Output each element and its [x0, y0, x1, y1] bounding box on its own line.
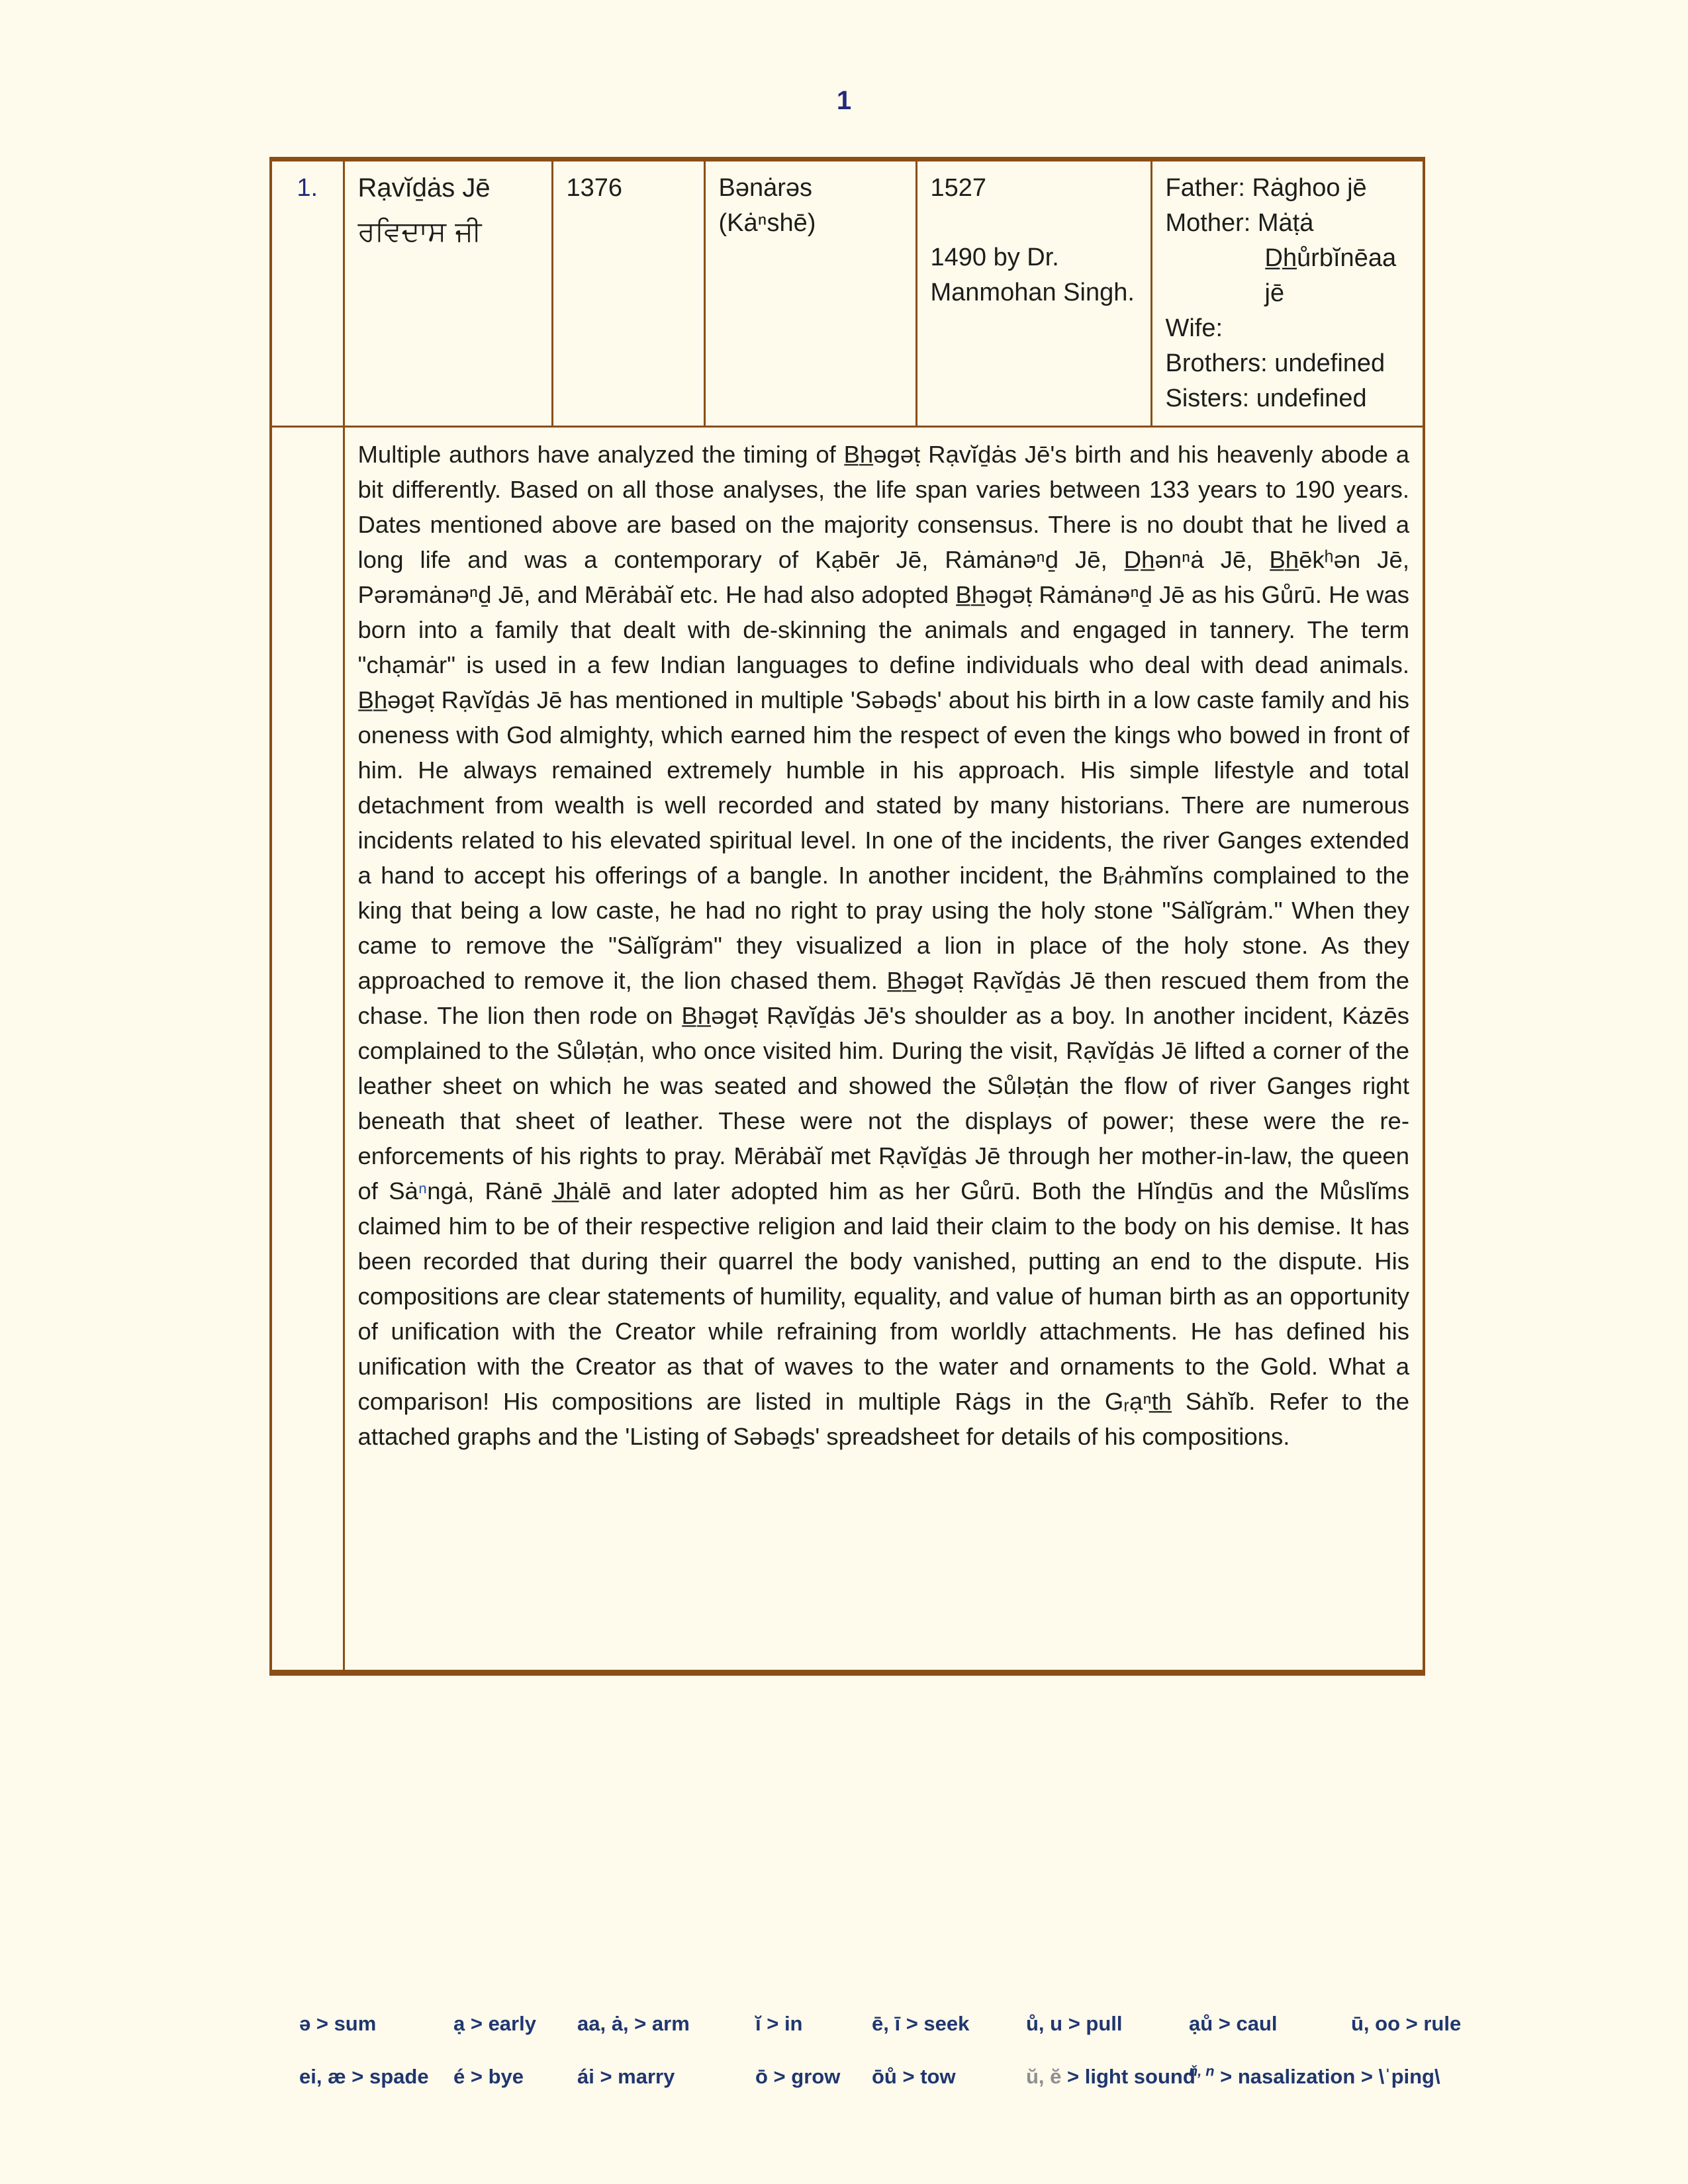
name-cell [344, 159, 552, 427]
pronunciation-legend [299, 2012, 1462, 2118]
info-table [269, 157, 1425, 1676]
legend-row-2 [299, 2062, 1440, 2089]
family-mother-cont: D̲h̲ůrbĭnēaa [1264, 244, 1397, 272]
row-number-gutter [271, 427, 344, 1673]
row-number: 1. [297, 174, 318, 202]
legend-item [299, 2012, 453, 2036]
death-alt-date: 1490 by Dr. Manmohan Singh. [930, 244, 1135, 306]
text-segment: > nasalization > \ˈping\ [1214, 2065, 1440, 2088]
birth-place-line1: Bənȧrəs [718, 174, 813, 202]
text-segment: ū, oo > rule [1351, 2012, 1462, 2035]
family-sisters: Sisters: undefined [1165, 385, 1367, 412]
name-latin: Rạvĭḏȧs Jē [357, 173, 491, 203]
text-segment: > light sound [1061, 2065, 1196, 2088]
text-segment-blue: ⁿ [418, 1177, 428, 1205]
text-segment: ə > sum [299, 2012, 377, 2035]
birth-place-line2: (Kȧⁿshē) [718, 209, 816, 237]
birth-place-cell [704, 159, 916, 427]
family-cell [1151, 159, 1424, 427]
legend-item [1026, 2065, 1196, 2089]
birth-year-cell [552, 159, 704, 427]
text-segment: ngȧ, Rȧnē J̲h̲ȧlē and later adopted him as her Gůrū. Both the Hĭnḏūs and the Můslĭms claimed him to be of their respective religion and laid their claim to the body on his demise. It has been recorded that during their quarrel the body vanished, putting an end to the dispute. His compositions are clear statements of humility, equality, and value of human birth as an opportunity of unification with the Creator while refraining from worldly attachments. He has defined his unification with the Creator as that of waves to the water and ornaments to the Gold. What a comparison! His compositions are listed in multiple Rȧgs in the Gᵣạⁿt̲h̲ Sȧhĭb. Refer to the attached graphs and the 'Listing of Səbəḏs' spreadsheet for details of his compositions. [357, 1177, 1409, 1450]
text-segment: ō > grow [755, 2065, 841, 2088]
text-segment: ōů > tow [872, 2065, 956, 2088]
legend-item [872, 2012, 1026, 2036]
death-cell [916, 159, 1151, 427]
family-mother: Mother: Mȧṭȧ [1165, 209, 1314, 237]
legend-item [577, 2012, 755, 2036]
name-gurmukhi: ਰਵਿਦਾਸ ਜੀ [357, 215, 482, 248]
legend-item [872, 2065, 1026, 2089]
text-segment-sup: ň, n [1189, 2062, 1215, 2079]
text-segment: Multiple authors have analyzed the timing of B̲h̲əgəṭ Rạvĭḏȧs Jē's birth and his heavenly abode a bit differently. Based on all those analyses, the life span varies between 133 years to 190 years. Dates mentioned above are based on the majority consensus. There is no doubt that he lived a long life and was a contemporary of Kạbēr Jē, Rȧmȧnəⁿḏ Jē, D̲h̲ənⁿȧ Jē, B̲h̲ēkʰən Jē, Pərəmȧnəⁿḏ Jē, and Mērȧbȧĭ etc. He had also adopted B̲h̲əgəṭ Rȧmȧnəⁿḏ Jē as his Gůrū. He was born into a family that dealt with de-skinning the animals and engaged in tannery. The term "chạmȧr" is used in a few Indian languages to define individuals who deal with dead animals. B̲h̲əgəṭ Rạvĭḏȧs Jē has mentioned in multiple 'Səbəḏs' about his birth in a low caste family and his oneness with God almighty, which earned him the respect of even the kings who bowed in front of him. He always remained extremely humble in his approach. His simple lifestyle and total detachment from wealth is well recorded and stated by many historians. There are numerous incidents related to his elevated spiritual level. In one of the incidents, the river Ganges extended a hand to accept his offerings of a bangle. In another incident, the Bᵣȧhmĭns complained to the king that being a low caste, he had no right to pray using the holy stone "Sȧlĭgrȧm." When they came to remove the "Sȧlĭgrȧm" they visualized a lion in place of the holy stone. As they approached to remove it, the lion chased them. B̲h̲əgəṭ Rạvĭḏȧs Jē then rescued them from the chase. The lion then rode on B̲h̲əgəṭ Rạvĭḏȧs Jē's shoulder as a boy. In another incident, Kȧzēs complained to the Sůləṭȧn, who once visited him. During the visit, Rạvĭḏȧs Jē lifted a corner of the leather sheet on which he was seated and showed the Sůləṭȧn the flow of river Ganges right beneath that sheet of leather. These were not the displays of power; these were the re-enforcements of his rights to pray. Mērȧbȧĭ met Rạvĭḏȧs Jē through her mother-in-law, the queen of Sȧ [357, 441, 1409, 1205]
legend-item [453, 2065, 577, 2089]
legend-item [755, 2065, 872, 2089]
legend-item [577, 2065, 755, 2089]
legend-item [1189, 2012, 1351, 2036]
text-segment: é > bye [453, 2065, 524, 2088]
legend-item [1189, 2062, 1440, 2089]
family-wife: Wife: [1165, 314, 1223, 342]
legend-item [755, 2012, 872, 2036]
legend-item [453, 2012, 577, 2036]
text-segment-muted: ŭ, ĕ [1026, 2065, 1062, 2088]
text-segment: ạ > early [453, 2012, 536, 2035]
legend-item [1026, 2012, 1189, 2036]
family-mother-cont2: jē [1264, 279, 1285, 307]
text-segment: ĭ > in [755, 2012, 803, 2035]
birth-year: 1376 [566, 174, 623, 202]
bio-cell [344, 427, 1424, 1673]
legend-item [299, 2065, 453, 2089]
family-brothers: Brothers: undefined [1165, 349, 1385, 377]
text-segment: ē, ī > seek [872, 2012, 970, 2035]
text-segment: ei, æ > spade [299, 2065, 429, 2088]
legend-item [1351, 2012, 1461, 2036]
legend-row-1 [299, 2012, 1462, 2036]
text-segment: ái > marry [577, 2065, 675, 2088]
page-number: 1 [836, 86, 852, 115]
family-father: Father: Rȧghoo jē [1165, 174, 1367, 202]
text-segment: ů, u > pull [1026, 2012, 1123, 2035]
text-segment: ạů > caul [1189, 2012, 1278, 2035]
text-segment: aa, ȧ, > arm [577, 2012, 690, 2035]
death-year: 1527 [930, 174, 987, 202]
row-number-cell [271, 159, 344, 427]
bio-paragraph [358, 437, 1410, 1454]
